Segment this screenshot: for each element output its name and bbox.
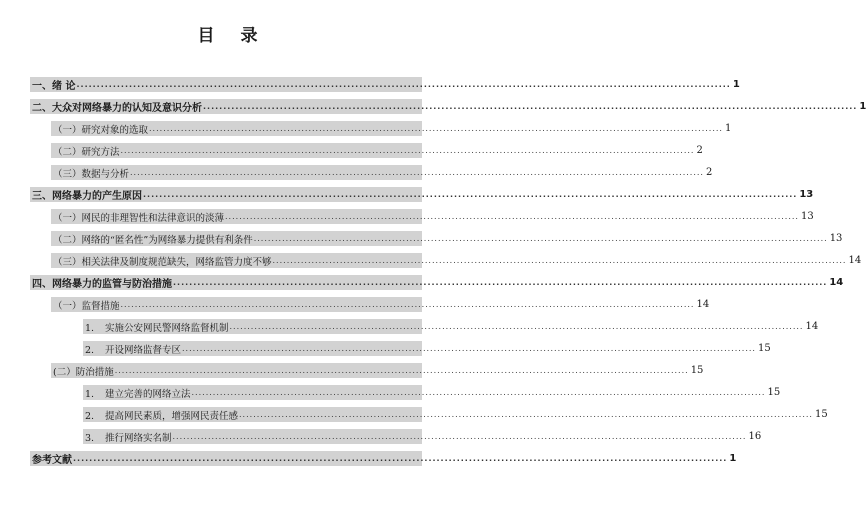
toc-entry-label: （三）数据与分析 xyxy=(53,168,130,180)
toc-entry-number: 2. xyxy=(85,410,95,422)
toc-entry[interactable] xyxy=(0,162,713,184)
toc-entry-page: 14 xyxy=(805,321,819,332)
toc-entry-page: 1 xyxy=(859,101,866,112)
dot-leader: .................................................................................................................................................................. xyxy=(114,366,689,375)
toc-entry-page: 2 xyxy=(696,145,703,156)
toc-entry[interactable] xyxy=(0,140,703,162)
toc-entry-label: （一）监督措施 xyxy=(53,300,120,312)
toc-entry-label: 参考文献 xyxy=(32,455,72,466)
toc-entry-label: 三、网络暴力的产生原因 xyxy=(32,191,142,202)
toc-entry-number: 1. xyxy=(85,322,95,334)
toc-entry[interactable] xyxy=(0,294,710,316)
toc-entry-page: 2 xyxy=(705,167,713,178)
dot-leader: .................................................................................................................................................................. xyxy=(76,80,731,89)
toc-entry[interactable] xyxy=(0,184,814,206)
toc-entry[interactable] xyxy=(0,338,771,360)
toc-entry[interactable] xyxy=(0,316,819,338)
toc-entry-page: 13 xyxy=(799,189,814,200)
dot-leader: .................................................................................................................................................................. xyxy=(253,234,828,243)
dot-leader: .................................................................................................................................................................. xyxy=(225,212,799,221)
toc-entry-number: 3. xyxy=(85,432,95,444)
dot-leader: .................................................................................................................................................................. xyxy=(203,102,858,111)
page-title: 目 录 xyxy=(197,26,268,46)
dot-leader: .................................................................................................................................................................. xyxy=(239,410,813,419)
toc-entry-label: 推行网络实名制 xyxy=(105,432,172,444)
toc-entry-label: 一、绪 论 xyxy=(32,81,76,92)
toc-entry-label: 二、大众对网络暴力的认知及意识分析 xyxy=(32,103,202,114)
toc-entry[interactable] xyxy=(0,118,732,140)
toc-entry-page: 14 xyxy=(696,299,710,310)
toc-entry-page: 15 xyxy=(690,365,704,376)
toc-entry[interactable] xyxy=(0,426,762,448)
toc-entry[interactable] xyxy=(0,206,814,228)
toc-entry-label: （二）研究方法 xyxy=(53,146,120,158)
toc-entry-label: （二）网络的“匿名性”为网络暴力提供有利条件 xyxy=(53,234,253,246)
toc-entry-page: 13 xyxy=(829,233,843,244)
dot-leader: .................................................................................................................................................................. xyxy=(130,168,704,177)
toc-entry-label: (二）防治措施 xyxy=(53,366,114,378)
toc-entry-page: 14 xyxy=(829,277,844,288)
toc-entry-label: 建立完善的网络立法 xyxy=(105,388,191,400)
toc-entry-page: 1 xyxy=(732,79,740,90)
toc-entry[interactable] xyxy=(0,404,828,426)
toc-entry-page: 1 xyxy=(729,453,737,464)
dot-leader: .................................................................................................................................................................. xyxy=(229,322,804,331)
toc-entry-page: 15 xyxy=(814,409,828,420)
dot-leader: .................................................................................................................................................................. xyxy=(272,256,847,265)
dot-leader: .................................................................................................................................................................. xyxy=(191,388,766,397)
toc-entry-number: 1. xyxy=(85,388,95,400)
toc-entry-label: （三）相关法律及制度规范缺失，网络监管力度不够 xyxy=(53,256,272,268)
toc-entry-page: 15 xyxy=(757,343,771,354)
toc-entry-page: 1 xyxy=(724,123,732,134)
toc-entry[interactable] xyxy=(0,360,704,382)
toc-entry-label: 四、网络暴力的监管与防治措施 xyxy=(32,279,172,290)
toc-entry[interactable] xyxy=(0,382,781,404)
toc-entry-page: 14 xyxy=(848,255,862,266)
toc-list xyxy=(0,74,866,470)
toc-entry-page: 13 xyxy=(800,211,814,222)
toc-entry[interactable] xyxy=(0,228,843,250)
toc-entry[interactable] xyxy=(0,96,866,118)
toc-entry-page: 15 xyxy=(767,387,781,398)
toc-entry-label: （一）网民的非理智性和法律意识的淡薄 xyxy=(53,212,225,224)
dot-leader: .................................................................................................................................................................. xyxy=(143,190,798,199)
toc-entry[interactable] xyxy=(0,272,844,294)
toc-entry-label: 提高网民素质，增强网民责任感 xyxy=(105,410,239,422)
toc-entry-label: （一）研究对象的选取 xyxy=(53,124,149,136)
dot-leader: .................................................................................................................................................................. xyxy=(73,454,728,463)
dot-leader: .................................................................................................................................................................. xyxy=(173,278,828,287)
toc-entry-label: 开设网络监督专区 xyxy=(105,344,182,356)
toc-entry[interactable] xyxy=(0,448,737,470)
toc-entry-page: 16 xyxy=(748,431,762,442)
dot-leader: .................................................................................................................................................................. xyxy=(120,300,695,309)
toc-entry[interactable] xyxy=(0,250,862,272)
toc-entry-label: 实施公安网民警网络监督机制 xyxy=(105,322,229,334)
dot-leader: .................................................................................................................................................................. xyxy=(120,146,695,155)
toc-entry-number: 2. xyxy=(85,344,95,356)
dot-leader: .................................................................................................................................................................. xyxy=(172,432,747,441)
dot-leader: .................................................................................................................................................................. xyxy=(149,124,723,133)
toc-entry[interactable] xyxy=(0,74,740,96)
dot-leader: .................................................................................................................................................................. xyxy=(182,344,756,353)
